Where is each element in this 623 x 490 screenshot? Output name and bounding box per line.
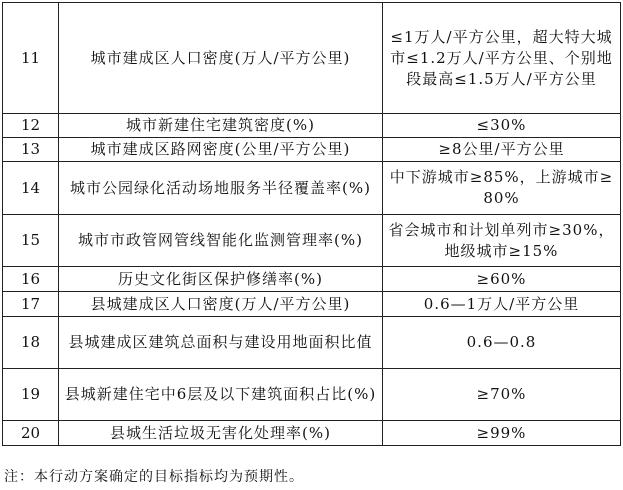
target-value: ≥60% (383, 267, 621, 292)
row-number: 13 (3, 138, 59, 162)
indicator-name: 城市新建住宅建筑密度(%) (59, 114, 383, 138)
target-value: 0.6—0.8 (383, 317, 621, 369)
indicator-name: 城市公园绿化活动场地服务半径覆盖率(%) (59, 162, 383, 215)
table-row (3, 421, 621, 446)
row-number: 14 (3, 162, 59, 215)
indicator-table (2, 2, 621, 446)
row-number: 15 (3, 215, 59, 267)
target-value: 中下游城市≥85%，上游城市≥80% (383, 162, 621, 215)
indicator-name: 历史文化街区保护修缮率(%) (59, 267, 383, 292)
table-row (3, 369, 621, 421)
table-row (3, 138, 621, 162)
row-number: 16 (3, 267, 59, 292)
table-footnote: 注：本行动方案确定的目标指标均为预期性。 (4, 469, 304, 485)
table-row (3, 292, 621, 317)
row-number: 20 (3, 421, 59, 446)
target-value: 0.6—1万人/平方公里 (383, 292, 621, 317)
table-row (3, 215, 621, 267)
indicator-name: 县城建成区人口密度(万人/平方公里) (59, 292, 383, 317)
row-number: 17 (3, 292, 59, 317)
indicator-name: 城市市政管网管线智能化监测管理率(%) (59, 215, 383, 267)
indicator-name: 城市建成区人口密度(万人/平方公里) (59, 3, 383, 114)
target-value: ≥70% (383, 369, 621, 421)
row-number: 11 (3, 3, 59, 114)
target-value: ≤30% (383, 114, 621, 138)
table-row (3, 267, 621, 292)
target-value: 省会城市和计划单列市≥30%，地级城市≥15% (383, 215, 621, 267)
indicator-name: 县城生活垃圾无害化处理率(%) (59, 421, 383, 446)
row-number: 12 (3, 114, 59, 138)
indicator-name: 城市建成区路网密度(公里/平方公里) (59, 138, 383, 162)
target-value: ≥8公里/平方公里 (383, 138, 621, 162)
table-row (3, 114, 621, 138)
target-value: ≥99% (383, 421, 621, 446)
indicator-name: 县城建成区建筑总面积与建设用地面积比值 (59, 317, 383, 369)
table-row (3, 162, 621, 215)
row-number: 19 (3, 369, 59, 421)
row-number: 18 (3, 317, 59, 369)
table-row (3, 3, 621, 114)
table-row (3, 317, 621, 369)
target-value: ≤1万人/平方公里，超大特大城市≤1.2万人/平方公里、个别地段最高≤1.5万人/平方公里 (383, 3, 621, 114)
indicator-name: 县城新建住宅中6层及以下建筑面积占比(%) (59, 369, 383, 421)
